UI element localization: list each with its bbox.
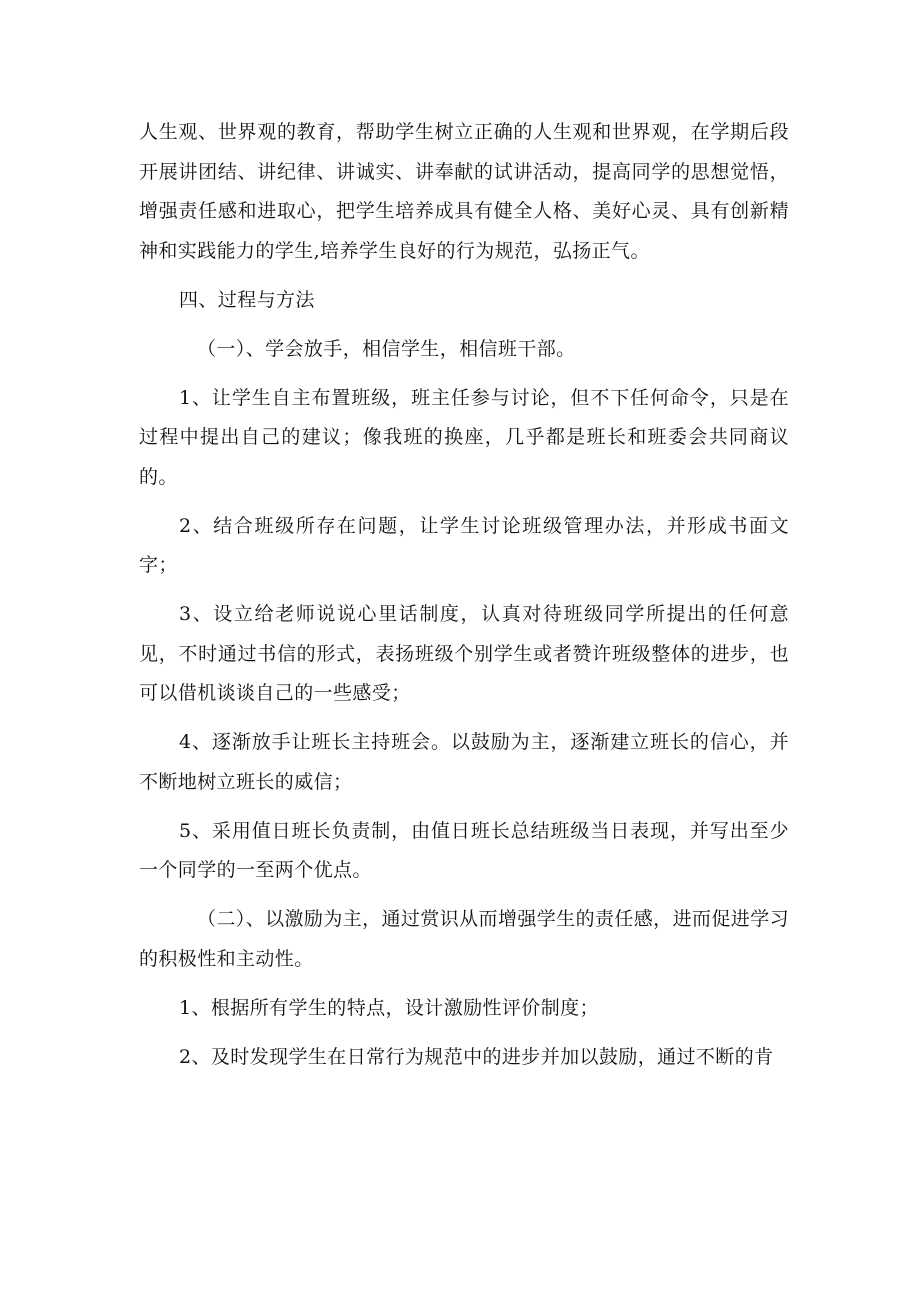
subheading-let-go-trust-students: （一）、学会放手，相信学生，相信班干部。 — [197, 337, 576, 360]
list-item-3: 3、设立给老师说说心里话制度，认真对待班级同学所提出的任何意见，不时通过书信的形式，表扬班级个别学生或者赞许班级整体的进步，也可以借机谈谈自己的一些感受； — [139, 603, 789, 704]
list-item-1: 1、让学生自主布置班级，班主任参与讨论，但不下任何命令，只是在过程中提出自己的建议；像我班的换座，几乎都是班长和班委会共同商议的。 — [139, 386, 789, 488]
list-item-5: 5、采用值日班长负责制，由值日班长总结班级当日表现，并写出至少一个同学的一至两个优点。 — [139, 819, 789, 881]
list-item-2: 2、结合班级所存在问题，让学生讨论班级管理办法，并形成书面文字； — [139, 514, 789, 576]
paragraph-worldview-education: 人生观、世界观的教育，帮助学生树立正确的人生观和世界观，在学期后段开展讲团结、讲纪律、讲诚实、讲奉献的试讲活动，提高同学的思想觉悟，增强责任感和进取心，把学生培养成具有健全人格、美好心灵、具有创新精神和实践能力的学生,培养学生良好的行为规范，弘扬正气。 — [139, 121, 789, 262]
list-item-encouragement-1: 1、根据所有学生的特点，设计激励性评价制度； — [179, 996, 599, 1019]
list-item-4: 4、逐渐放手让班长主持班会。以鼓励为主，逐渐建立班长的信心，并不断地树立班长的威信； — [139, 731, 789, 793]
section-heading-process-and-method: 四、过程与方法 — [179, 288, 315, 311]
list-item-encouragement-2: 2、及时发现学生在日常行为规范中的进步并加以鼓励，通过不断的肯 — [179, 1045, 774, 1068]
document-body — [139, 113, 789, 1087]
subheading-encouragement: （二）、以激励为主，通过赏识从而增强学生的责任感，进而促进学习的积极性和主动性。 — [139, 908, 789, 970]
